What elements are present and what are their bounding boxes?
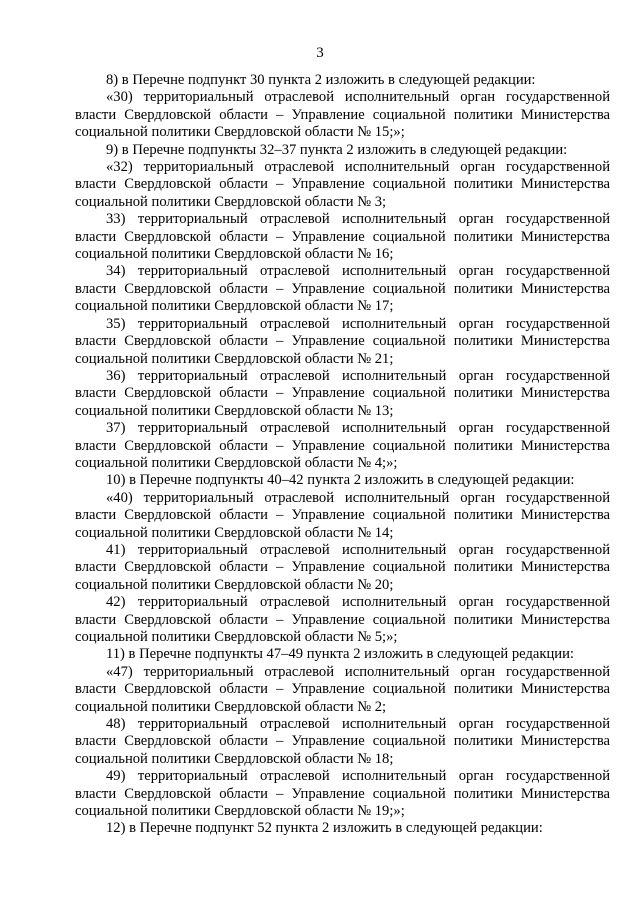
paragraph-subitem-48: 48) территориальный отраслевой исполнительный орган государственной власти Свердловской области – Управление социальной политики Министерства социальной политики Свердловской области № 18; bbox=[75, 716, 610, 767]
page-number: 3 bbox=[316, 45, 324, 61]
document-body bbox=[75, 72, 610, 838]
paragraph-subitem-30: «30) территориальный отраслевой исполнительный орган государственной власти Свердловской области – Управление социальной политики Министерства социальной политики Свердловской области № 15;»; bbox=[75, 89, 610, 141]
paragraph-subitem-40: «40) территориальный отраслевой исполнительный орган государственной власти Свердловской области – Управление социальной политики Министерства социальной политики Свердловской области № 14; bbox=[75, 489, 610, 541]
paragraph-subitem-49: 49) территориальный отраслевой исполнительный орган государственной власти Свердловской области – Управление социальной политики Министерства социальной политики Свердловской области № 19;»; bbox=[75, 768, 610, 820]
paragraph-item-10: 10) в Перечне подпункты 40–42 пункта 2 изложить в следующей редакции: bbox=[106, 472, 575, 489]
paragraph-subitem-42: 42) территориальный отраслевой исполнительный орган государственной власти Свердловской области – Управление социальной политики Министерства социальной политики Свердловской области № 5;»; bbox=[75, 594, 610, 645]
paragraph-item-8: 8) в Перечне подпункт 30 пункта 2 изложить в следующей редакции: bbox=[106, 72, 536, 88]
paragraph-item-11: 11) в Перечне подпункты 47–49 пункта 2 изложить в следующей редакции: bbox=[106, 646, 574, 663]
paragraph-subitem-35: 35) территориальный отраслевой исполнительный орган государственной власти Свердловской области – Управление социальной политики Министерства социальной политики Свердловской области № 21; bbox=[75, 315, 610, 367]
paragraph-subitem-41: 41) территориальный отраслевой исполнительный орган государственной власти Свердловской области – Управление социальной политики Министерства социальной политики Свердловской области № 20; bbox=[75, 541, 610, 593]
paragraph-subitem-47: «47) территориальный отраслевой исполнительный орган государственной власти Свердловской области – Управление социальной политики Министерства социальной политики Свердловской области № 2; bbox=[75, 663, 610, 715]
paragraph-subitem-34: 34) территориальный отраслевой исполнительный орган государственной власти Свердловской области – Управление социальной политики Министерства социальной политики Свердловской области № 17; bbox=[75, 263, 610, 315]
paragraph-subitem-36: 36) территориальный отраслевой исполнительный орган государственной власти Свердловской области – Управление социальной политики Министерства социальной политики Свердловской области № 13; bbox=[75, 367, 610, 419]
paragraph-subitem-37: 37) территориальный отраслевой исполнительный орган государственной власти Свердловской области – Управление социальной политики Министерства социальной политики Свердловской области № 4;»; bbox=[75, 420, 610, 471]
paragraph-item-12: 12) в Перечне подпункт 52 пункта 2 изложить в следующей редакции: bbox=[106, 820, 543, 837]
paragraph-subitem-33: 33) территориальный отраслевой исполнительный орган государственной власти Свердловской области – Управление социальной политики Министерства социальной политики Свердловской области № 16; bbox=[75, 211, 610, 263]
paragraph-item-9: 9) в Перечне подпункты 32–37 пункта 2 изложить в следующей редакции: bbox=[106, 141, 568, 158]
paragraph-subitem-32: «32) территориальный отраслевой исполнительный орган государственной власти Свердловской области – Управление социальной политики Министерства социальной политики Свердловской области № 3; bbox=[75, 159, 610, 210]
